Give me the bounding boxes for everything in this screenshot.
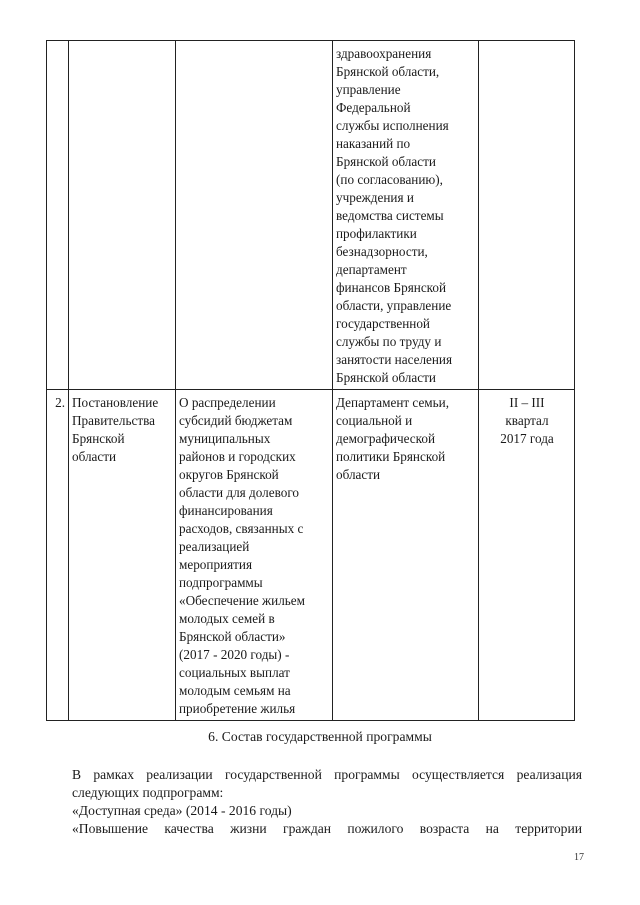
executor-line: политики Брянской [336, 449, 446, 464]
table-row [47, 390, 575, 721]
executor-line: ведомства системы [336, 208, 444, 223]
document-title-line: финансирования [179, 503, 273, 518]
executor-line: социальной и [336, 413, 413, 428]
paragraph-line: В рамках реализации государственной программы осуществляется реализация [72, 767, 582, 782]
document-title-line: реализацией [179, 539, 250, 554]
period-line: 2017 года [500, 431, 554, 446]
document-title-line: молодых семей в [179, 611, 275, 626]
row-number: 2. [55, 395, 65, 410]
executor-line: занятости населения [336, 352, 453, 367]
executor-line: области, управление [336, 298, 452, 313]
period-line: квартал [505, 413, 549, 428]
document-type-line: Постановление [72, 395, 159, 410]
document-type-line: Правительства [72, 413, 155, 428]
table-row [47, 41, 575, 390]
measures-table [46, 40, 575, 721]
executor-line: учреждения и [336, 190, 414, 205]
cell-executor [333, 390, 479, 721]
document-type-line: Брянской [72, 431, 125, 446]
document-title-line: расходов, связанных с [179, 521, 304, 536]
cell-period [479, 41, 575, 390]
cell-document-type [69, 41, 176, 390]
executor-line: наказаний по [336, 136, 411, 151]
executor-line: государственной [336, 316, 430, 331]
document-title-line: муниципальных [179, 431, 271, 446]
document-title-line: подпрограммы [179, 575, 263, 590]
document-title-line: «Обеспечение жильем [179, 593, 305, 608]
document-title-line: округов Брянской [179, 467, 279, 482]
executor-line: управление [336, 82, 401, 97]
document-title-line: О распределении [179, 395, 276, 410]
executor-line: Департамент семьи, [336, 395, 450, 410]
cell-number [47, 41, 69, 390]
cell-document-title [176, 390, 333, 721]
paragraph-line: «Доступная среда» (2014 - 2016 годы) [72, 803, 292, 818]
executor-line: здравоохранения [336, 46, 432, 61]
executor-line: Брянской области [336, 154, 436, 169]
section-heading: 6. Состав государственной программы [208, 729, 432, 744]
executor-line: демографической [336, 431, 436, 446]
cell-document-type [69, 390, 176, 721]
document-title-line: молодым семьям на [179, 683, 291, 698]
document-title-line: (2017 - 2020 годы) - [179, 647, 290, 662]
cell-document-title [176, 41, 333, 390]
document-title-line: социальных выплат [179, 665, 290, 680]
document-title-line: субсидий бюджетам [179, 413, 293, 428]
executor-line: Брянской области, [336, 64, 440, 79]
cell-number [47, 390, 69, 721]
document-title-line: мероприятия [179, 557, 253, 572]
cell-executor [333, 41, 479, 390]
document-title-line: районов и городских [179, 449, 296, 464]
paragraph-line: «Повышение качества жизни граждан пожилого возраста на территории [72, 821, 582, 836]
executor-line: области [336, 467, 381, 482]
paragraph-line: следующих подпрограмм: [72, 785, 224, 800]
executor-line: безнадзорности, [336, 244, 428, 259]
executor-line: финансов Брянской [336, 280, 447, 295]
document-title-line: приобретение жилья [179, 701, 296, 716]
executor-line: службы исполнения [336, 118, 449, 133]
page-number: 17 [574, 852, 584, 863]
executor-line: департамент [336, 262, 407, 277]
document-title-line: Брянской области» [179, 629, 286, 644]
executor-line: Брянской области [336, 370, 436, 385]
executor-line: Федеральной [336, 100, 411, 115]
executor-line: службы по труду и [336, 334, 442, 349]
executor-line: (по согласованию), [336, 172, 443, 187]
period-line: II – III [509, 395, 545, 410]
document-type-line: области [72, 449, 117, 464]
cell-period [479, 390, 575, 721]
executor-line: профилактики [336, 226, 417, 241]
document-title-line: области для долевого [179, 485, 300, 500]
